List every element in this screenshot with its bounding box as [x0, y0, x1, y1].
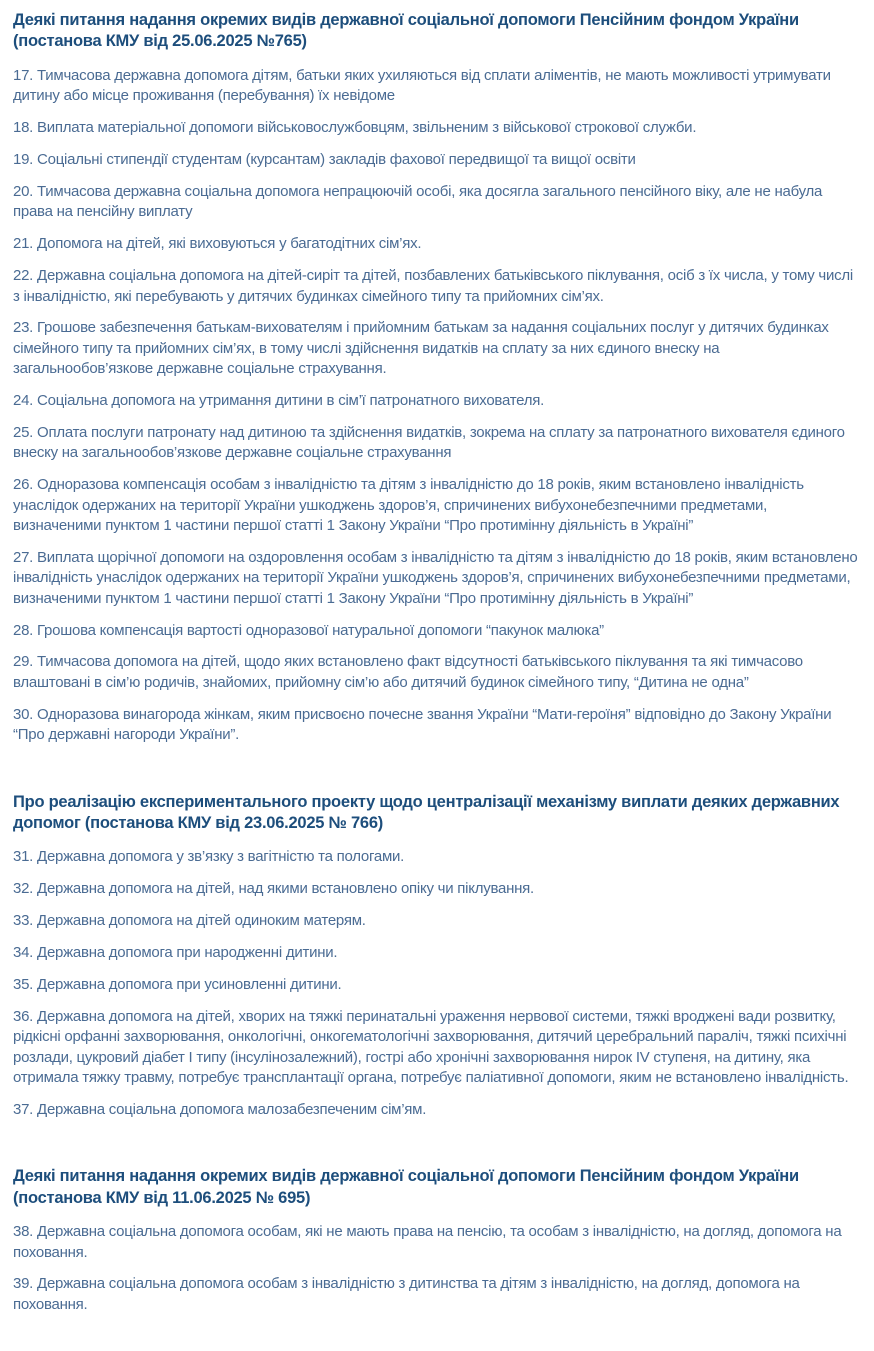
item-text: Державна соціальна допомога особам, які не мають права на пенсію, та особам з інвалідністю, на догляд, допомога на поховання.	[13, 1223, 842, 1261]
item-number: 39.	[13, 1275, 34, 1293]
section-heading: Про реалізацію експериментального проекту щодо централізації механізму виплати деяких державних допомог (постанова КМУ від 23.06.2025 № 766)	[13, 792, 840, 832]
section-heading: Деякі питання надання окремих видів державної соціальної допомоги Пенсійним фондом України (постанова КМУ від 25.06.2025 №765)	[13, 11, 799, 51]
list-item	[13, 150, 859, 170]
item-number: 25.	[13, 423, 34, 441]
item-number: 36.	[13, 1007, 34, 1025]
item-text: Державна допомога при усиновленні дитини.	[37, 975, 342, 993]
item-number: 19.	[13, 151, 34, 169]
list-item	[13, 847, 859, 867]
item-number: 29.	[13, 653, 34, 671]
item-text: Оплата послуги патронату над дитиною та здійснення видатків, зокрема на сплату за патронатного вихователя єдиного внеску на загальнообов’язкове державне соціальне страхування	[13, 423, 845, 462]
item-text: Державна допомога на дітей, над якими встановлено опіку чи піклування.	[37, 880, 534, 898]
item-text: Тимчасова державна соціальна допомога непрацюючій особі, яка досягла загального пенсійного віку, але не набула права на пенсійну виплату	[13, 182, 823, 221]
item-text: Державна соціальна допомога малозабезпеченим сім’ям.	[37, 1100, 427, 1118]
list-item	[13, 1222, 859, 1263]
list-item	[13, 475, 859, 536]
list-item	[13, 975, 859, 995]
list-item	[13, 234, 859, 254]
item-number: 32.	[13, 880, 34, 898]
document-section	[13, 10, 860, 746]
list-item	[13, 266, 859, 307]
item-text: Соціальні стипендії студентам (курсантам) закладів фахової передвищої та вищої освіти	[37, 151, 636, 169]
list-item	[13, 118, 859, 138]
item-number: 35.	[13, 975, 34, 993]
item-text: Державна допомога при народженні дитини.	[37, 944, 338, 962]
document-section	[13, 792, 860, 1121]
item-number: 33.	[13, 912, 34, 930]
list-item	[13, 423, 859, 464]
item-text: Державна допомога на дітей, хворих на тяжкі перинатальні ураження нервової системи, тяжкі вроджені вади розвитку, рідкісні орфанні захворювання, онкологічні, онкогематологічні захворювання, дитячий церебральний параліч, тяжкі психічні розлади, цукровий діабет I типу (інсулінозалежний), гострі або хронічні захворювання нирок IV ступеня, на дитину, яка отримала тяжку травму, потребує трансплантації органа, потребує паліативної допомоги, яким не встановлено інвалідність.	[13, 1007, 849, 1087]
item-number: 22.	[13, 267, 34, 285]
item-number: 24.	[13, 392, 34, 410]
list-item	[13, 391, 859, 411]
item-text: Соціальна допомога на утримання дитини в сім’ї патронатного вихователя.	[37, 392, 545, 410]
list-item	[13, 943, 859, 963]
item-number: 26.	[13, 476, 34, 494]
item-text: Одноразова винагорода жінкам, яким присвоєно почесне звання України “Мати-героїня” відповідно до Закону України “Про державні нагороди України”.	[13, 705, 832, 744]
list-item	[13, 705, 859, 746]
item-number: 30.	[13, 705, 34, 723]
item-number: 27.	[13, 548, 34, 566]
item-text: Тимчасова державна допомога дітям, батьки яких ухиляються від сплати аліментів, не мають можливості утримувати дитину або місце проживання (перебування) їх невідоме	[13, 66, 831, 105]
item-number: 28.	[13, 621, 34, 639]
list-item	[13, 1007, 859, 1089]
item-number: 21.	[13, 235, 34, 253]
item-number: 17.	[13, 66, 34, 84]
item-text: Грошова компенсація вартості одноразової натуральної допомоги “пакунок малюка”	[37, 621, 604, 639]
list-item	[13, 318, 859, 379]
item-number: 20.	[13, 182, 34, 200]
item-text: Державна допомога на дітей одиноким матерям.	[37, 912, 366, 930]
list-item	[13, 652, 859, 693]
item-text: Допомога на дітей, які виховуються у багатодітних сім’ях.	[37, 235, 422, 253]
item-number: 23.	[13, 319, 34, 337]
item-number: 31.	[13, 848, 34, 866]
item-number: 38.	[13, 1223, 34, 1241]
list-item	[13, 1274, 859, 1315]
item-text: Державна соціальна допомога особам з інвалідністю з дитинства та дітям з інвалідністю, на догляд, допомога на поховання.	[13, 1275, 800, 1313]
item-number: 18.	[13, 119, 34, 137]
item-text: Грошове забезпечення батькам-вихователям і прийомним батькам за надання соціальних послуг у дитячих будинках сімейного типу та прийомних сім’ях, в тому числі здійснення видатків на сплату за них єдиного внеску на загальнообов’язкове державне соціальне страхування.	[13, 319, 829, 378]
list-item	[13, 548, 859, 609]
list-item	[13, 182, 859, 223]
item-number: 37.	[13, 1100, 34, 1118]
section-heading: Деякі питання надання окремих видів державної соціальної допомоги Пенсійним фондом України (постанова КМУ від 11.06.2025 № 695)	[13, 1167, 799, 1207]
list-item	[13, 879, 859, 899]
item-text: Державна допомога у зв’язку з вагітністю та пологами.	[37, 848, 405, 866]
list-item	[13, 621, 859, 641]
item-text: Виплата матеріальної допомоги військовослужбовцям, звільненим з військової строкової служби.	[37, 119, 697, 137]
list-item	[13, 1100, 859, 1120]
item-text: Державна соціальна допомога на дітей-сиріт та дітей, позбавлених батьківського піклування, осіб з їх числа, у тому числі з інвалідністю, які перебувають у дитячих будинках сімейного типу та прийомних сім’ях.	[13, 267, 853, 305]
item-text: Одноразова компенсація особам з інвалідністю та дітям з інвалідністю до 18 років, яким встановлено інвалідність унаслідок одержаних на території України ушкоджень здоров’я, спричинених вибухонебезпечними предметами, визначеними пунктом 1 частини першої статті 1 Закону України “Про протимінну діяльність в Україні”	[13, 476, 804, 535]
list-item	[13, 66, 859, 107]
list-item	[13, 911, 859, 931]
item-text: Виплата щорічної допомоги на оздоровлення особам з інвалідністю та дітям з інвалідністю до 18 років, яким встановлено інвалідність унаслідок одержаних на території України ушкоджень здоров’я, спричинених вибухонебезпечними предметами, визначеними пунктом 1 частини першої статті 1 Закону України “Про протимінну діяльність в Україні”	[13, 548, 858, 607]
item-text: Тимчасова допомога на дітей, щодо яких встановлено факт відсутності батьківського піклування та які тимчасово влаштовані в сім’ю родичів, знайомих, прийомну сім’ю або дитячий будинок сімейного типу, “Дитина не одна”	[13, 653, 803, 691]
item-number: 34.	[13, 944, 34, 962]
